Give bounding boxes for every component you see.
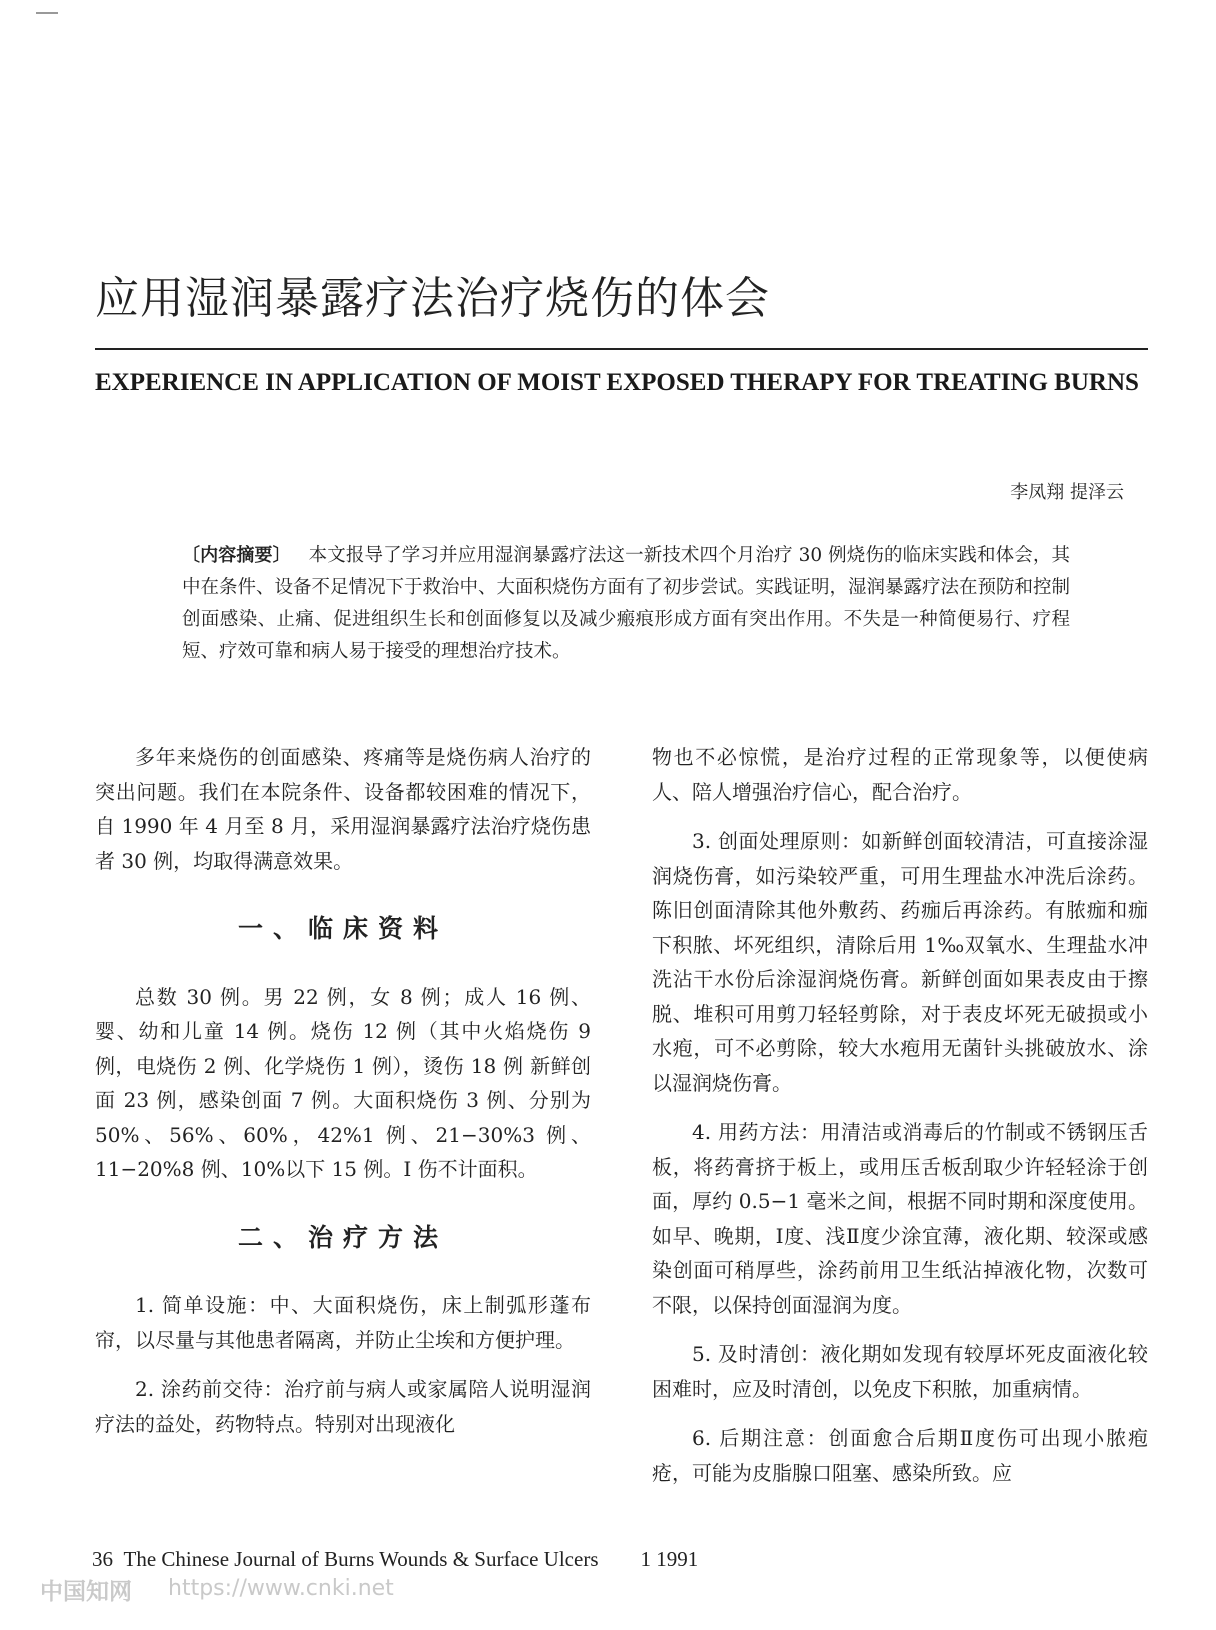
continuation-paragraph: 物也不必惊慌，是治疗过程的正常现象等，以便使病人、陪人增强治疗信心，配合治疗。 [652,745,1148,804]
section-heading-treatment: 二、治疗方法 [237,1222,448,1252]
section-heading-clinical: 一、临床资料 [237,914,448,943]
abstract [182,540,1070,668]
method-paragraph-2: 2. 涂药前交待：治疗前与病人或家属陪人说明湿润疗法的益处，药物特点。特别对出现液化 [95,1377,591,1436]
clinical-paragraph: 总数 30 例。男 22 例，女 8 例；成人 16 例、婴、幼和儿童 14 例。烧伤 12 例（其中火焰烧伤 9 例，电烧伤 2 例、化学烧伤 1 例），烫伤 18 例 新鲜创面 23 例，感染创面 7 例。大面积烧伤 3 例、分别为 50%、56%、60%，42%1 例、21−30%3 例、11−20%8 例、10%以下 15 例。Ⅰ 伤不计面积。 [95,984,591,1181]
title-rule [95,348,1148,350]
issue-info: 1 1991 [640,1547,699,1571]
page-number: 36 [92,1547,113,1571]
title-english: EXPERIENCE IN APPLICATION OF MOIST EXPOSED THERAPY FOR TREATING BURNS [95,369,1139,396]
abstract-label: 〔内容摘要〕 [182,545,291,566]
journal-name: The Chinese Journal of Burns Wounds & Surface Ulcers [123,1547,599,1571]
page-footer [92,1547,698,1572]
method-paragraph-6: 6. 后期注意：创面愈合后期Ⅱ度伤可出现小脓疱疮，可能为皮脂腺口阻塞、感染所致。应 [652,1426,1148,1485]
method-paragraph-3: 3. 创面处理原则：如新鲜创面较清洁，可直接涂湿润烧伤膏，如污染较严重，可用生理盐水冲洗后涂药。陈旧创面清除其他外敷药、药痂后再涂药。有脓痂和痂下积脓、坏死组织，清除后用 1‰双氧水、生理盐水冲洗沾干水份后涂湿润烧伤膏。新鲜创面如果表皮由于擦脱、堆积可用剪刀轻轻剪除，对于表皮坏死无破损或小水疱，可不必剪除，较大水疱用无菌针头挑破放水、涂以湿润烧伤膏。 [652,829,1148,1095]
title-chinese: 应用湿润暴露疗法治疗烧伤的体会 [95,273,770,324]
scan-mark [36,12,58,14]
method-paragraph-1: 1. 简单设施：中、大面积烧伤，床上制弧形蓬布帘，以尽量与其他患者隔离，并防止尘埃和方便护理。 [95,1293,591,1352]
method-paragraph-4: 4. 用药方法：用清洁或消毒后的竹制或不锈钢压舌板，将药膏挤于板上，或用压舌板刮取少许轻轻涂于创面，厚约 0.5−1 毫米之间，根据不同时期和深度使用。如早、晚期，Ⅰ度、浅Ⅱ度少涂宜薄，液化期、较深或感染创面可稍厚些，涂药前用卫生纸沾掉液化物，次数可不限，以保持创面湿润为度。 [652,1120,1148,1317]
abstract-text: 本文报导了学习并应用湿润暴露疗法这一新技术四个月治疗 30 例烧伤的临床实践和体会，其中在条件、设备不足情况下于救治中、大面积烧伤方面有了初步尝试。实践证明，湿润暴露疗法在预防和控制创面感染、止痛、促进组织生长和创面修复以及减少瘢痕形成方面有突出作用。不失是一种简便易行、疗程短、疗效可靠和病人易于接受的理想治疗技术。 [182,545,1071,662]
left-column [95,740,591,1456]
right-column [652,740,1148,1505]
watermark-url: https://www.cnki.net [168,1576,394,1601]
intro-paragraph: 多年来烧伤的创面感染、疼痛等是烧伤病人治疗的突出问题。我们在本院条件、设备都较困难的情况下，自 1990 年 4 月至 8 月，采用湿润暴露疗法治疗烧伤患者 30 例，均取得满意效果。 [95,745,591,873]
authors: 李凤翔 提泽云 [1010,482,1124,503]
method-paragraph-5: 5. 及时清创：液化期如发现有较厚坏死皮面液化较困难时，应及时清创，以免皮下积脓，加重病情。 [652,1342,1148,1401]
watermark-logo: 中国知网 [40,1579,132,1605]
